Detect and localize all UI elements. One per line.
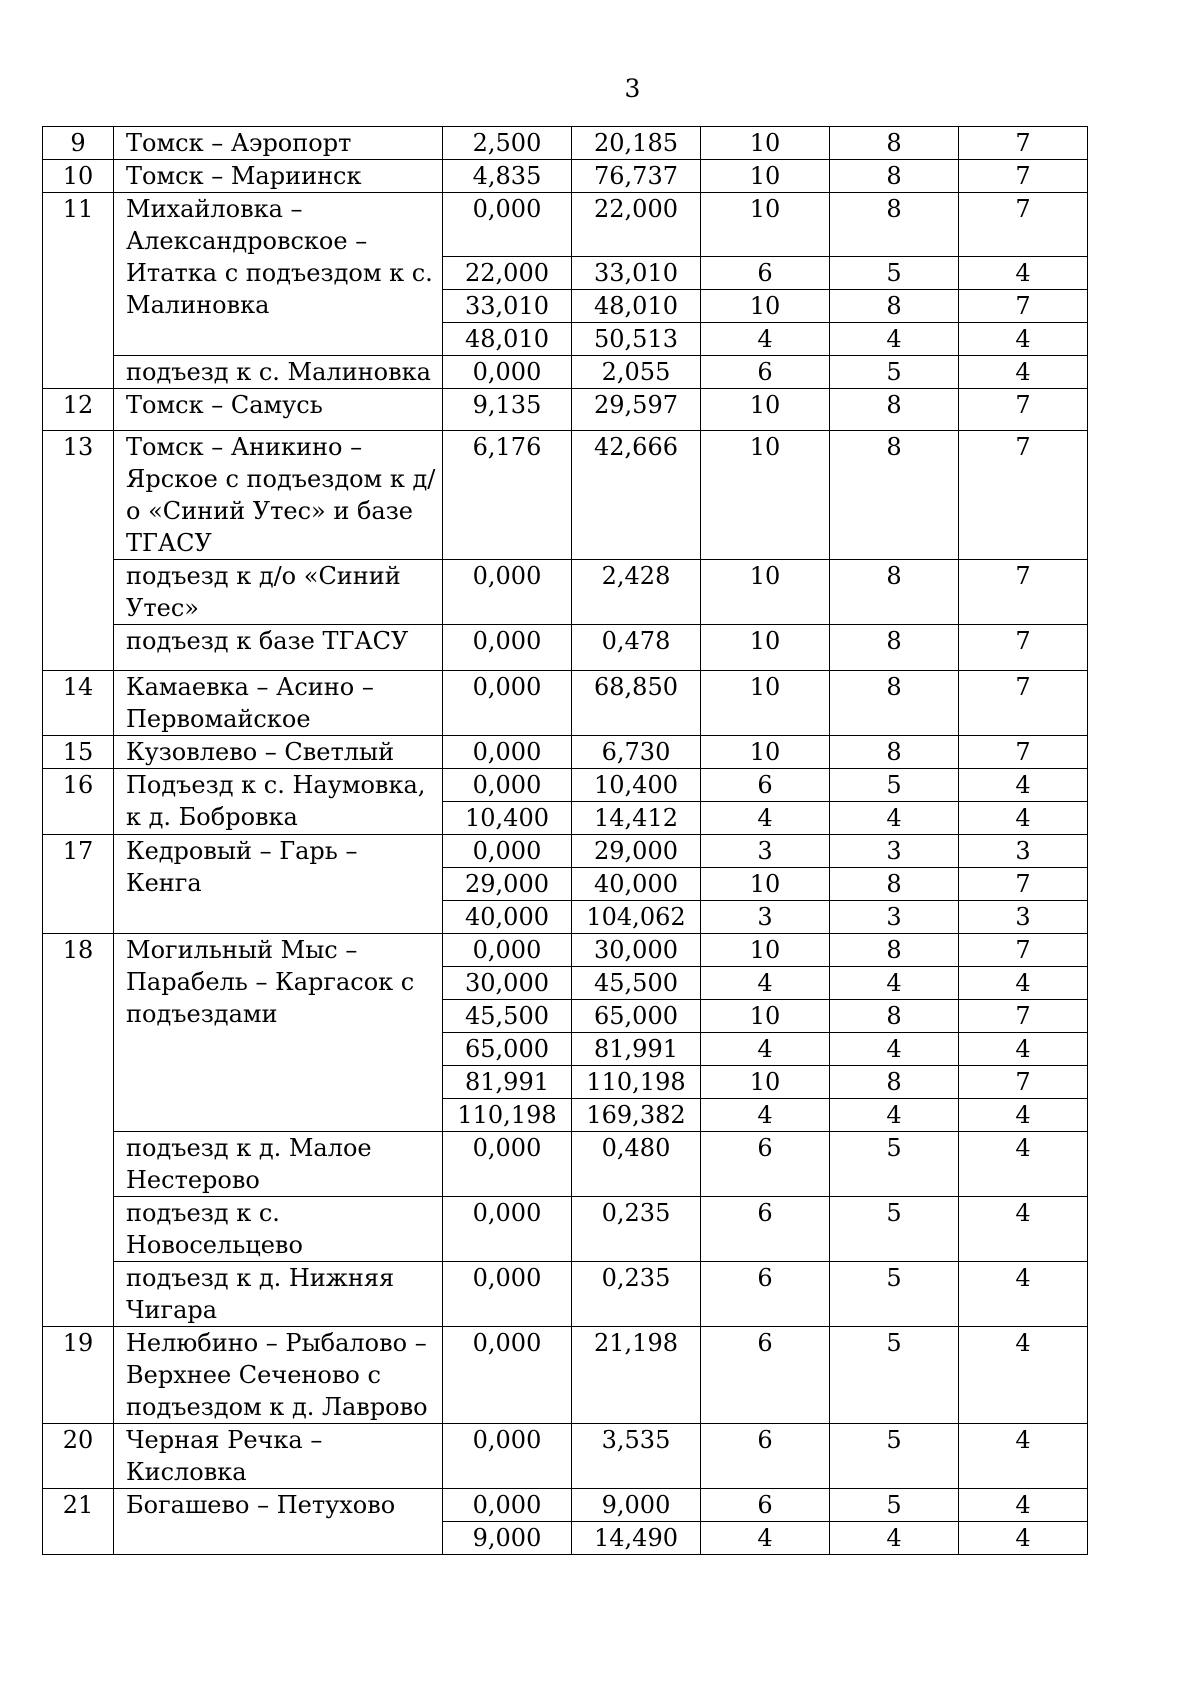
value-col-2: 8: [830, 868, 959, 901]
road-name: подъезд к с. Малиновка: [114, 356, 443, 389]
value-col-3: 4: [959, 257, 1088, 290]
table-row: [43, 127, 1088, 160]
road-name: Томск – Самусь: [114, 389, 443, 431]
row-number: 19: [43, 1327, 114, 1424]
row-number: 11: [43, 193, 114, 389]
value-col-2: 8: [830, 160, 959, 193]
road-name: Подъезд к с. Наумовка, к д. Бобровка: [114, 769, 443, 835]
value-col-3: 7: [959, 671, 1088, 736]
road-name: Нелюбино – Рыбалово – Верхнее Сеченово с подъездом к д. Лаврово: [114, 1327, 443, 1424]
value-col-2: 8: [830, 1000, 959, 1033]
table-row: [43, 160, 1088, 193]
km-start: 2,500: [443, 127, 572, 160]
value-col-1: 6: [701, 1327, 830, 1424]
km-start: 81,991: [443, 1066, 572, 1099]
table-row: [43, 389, 1088, 431]
row-number: 14: [43, 671, 114, 736]
km-start: 0,000: [443, 625, 572, 671]
value-col-2: 5: [830, 257, 959, 290]
value-col-3: 4: [959, 769, 1088, 802]
value-col-2: 8: [830, 193, 959, 257]
value-col-3: 7: [959, 736, 1088, 769]
road-name: Богашево – Петухово: [114, 1489, 443, 1555]
value-col-3: 3: [959, 835, 1088, 868]
value-col-3: 7: [959, 868, 1088, 901]
value-col-1: 10: [701, 1066, 830, 1099]
value-col-1: 4: [701, 967, 830, 1000]
value-col-2: 5: [830, 1262, 959, 1327]
value-col-3: 4: [959, 1522, 1088, 1555]
value-col-1: 10: [701, 868, 830, 901]
value-col-1: 10: [701, 1000, 830, 1033]
table-row: [43, 1327, 1088, 1424]
row-number: 18: [43, 934, 114, 1327]
value-col-1: 10: [701, 934, 830, 967]
value-col-1: 10: [701, 290, 830, 323]
km-end: 68,850: [572, 671, 701, 736]
km-start: 30,000: [443, 967, 572, 1000]
km-end: 0,235: [572, 1197, 701, 1262]
row-number: 15: [43, 736, 114, 769]
value-col-1: 10: [701, 389, 830, 431]
value-col-2: 4: [830, 1033, 959, 1066]
table-row: [43, 560, 1088, 625]
value-col-2: 8: [830, 290, 959, 323]
value-col-3: 4: [959, 1197, 1088, 1262]
value-col-1: 4: [701, 802, 830, 835]
value-col-2: 5: [830, 1132, 959, 1197]
value-col-2: 4: [830, 1099, 959, 1132]
road-name: Черная Речка – Кисловка: [114, 1424, 443, 1489]
value-col-3: 4: [959, 1327, 1088, 1424]
value-col-1: 10: [701, 160, 830, 193]
km-start: 9,135: [443, 389, 572, 431]
table-row: [43, 769, 1088, 802]
km-end: 20,185: [572, 127, 701, 160]
km-end: 29,597: [572, 389, 701, 431]
km-start: 0,000: [443, 193, 572, 257]
value-col-1: 3: [701, 901, 830, 934]
row-number: 9: [43, 127, 114, 160]
value-col-2: 8: [830, 625, 959, 671]
value-col-2: 8: [830, 736, 959, 769]
value-col-3: 7: [959, 1066, 1088, 1099]
value-col-1: 10: [701, 560, 830, 625]
value-col-3: 7: [959, 560, 1088, 625]
value-col-1: 6: [701, 769, 830, 802]
km-end: 76,737: [572, 160, 701, 193]
value-col-2: 8: [830, 1066, 959, 1099]
road-name: подъезд к базе ТГАСУ: [114, 625, 443, 671]
km-end: 110,198: [572, 1066, 701, 1099]
km-start: 0,000: [443, 769, 572, 802]
km-start: 0,000: [443, 1132, 572, 1197]
value-col-1: 10: [701, 736, 830, 769]
table-row: [43, 835, 1088, 868]
table-row: [43, 934, 1088, 967]
km-start: 110,198: [443, 1099, 572, 1132]
value-col-2: 8: [830, 560, 959, 625]
value-col-2: 8: [830, 127, 959, 160]
row-number: 10: [43, 160, 114, 193]
value-col-3: 7: [959, 431, 1088, 560]
value-col-2: 8: [830, 671, 959, 736]
road-name: Томск – Мариинск: [114, 160, 443, 193]
value-col-3: 7: [959, 1000, 1088, 1033]
km-start: 0,000: [443, 1489, 572, 1522]
km-start: 0,000: [443, 1197, 572, 1262]
km-start: 9,000: [443, 1522, 572, 1555]
value-col-2: 8: [830, 431, 959, 560]
value-col-2: 5: [830, 1424, 959, 1489]
table-row: [43, 1489, 1088, 1522]
km-start: 65,000: [443, 1033, 572, 1066]
value-col-2: 5: [830, 1489, 959, 1522]
km-end: 29,000: [572, 835, 701, 868]
value-col-1: 4: [701, 323, 830, 356]
value-col-3: 7: [959, 127, 1088, 160]
value-col-1: 4: [701, 1033, 830, 1066]
value-col-1: 6: [701, 1132, 830, 1197]
table-row: [43, 671, 1088, 736]
value-col-2: 5: [830, 1327, 959, 1424]
value-col-3: 7: [959, 290, 1088, 323]
km-end: 104,062: [572, 901, 701, 934]
km-start: 48,010: [443, 323, 572, 356]
table-row: [43, 1424, 1088, 1489]
row-number: 20: [43, 1424, 114, 1489]
value-col-1: 6: [701, 257, 830, 290]
value-col-3: 4: [959, 1262, 1088, 1327]
km-end: 0,478: [572, 625, 701, 671]
value-col-1: 6: [701, 356, 830, 389]
table-row: [43, 431, 1088, 560]
row-number: 13: [43, 431, 114, 671]
km-end: 3,535: [572, 1424, 701, 1489]
value-col-2: 5: [830, 1197, 959, 1262]
value-col-1: 6: [701, 1197, 830, 1262]
value-col-3: 4: [959, 1099, 1088, 1132]
page-number: 3: [624, 74, 641, 103]
value-col-3: 4: [959, 1489, 1088, 1522]
value-col-1: 10: [701, 431, 830, 560]
value-col-2: 5: [830, 356, 959, 389]
value-col-3: 7: [959, 160, 1088, 193]
km-end: 30,000: [572, 934, 701, 967]
km-end: 50,513: [572, 323, 701, 356]
value-col-1: 4: [701, 1099, 830, 1132]
road-name: Кедровый – Гарь – Кенга: [114, 835, 443, 934]
km-start: 0,000: [443, 1424, 572, 1489]
km-end: 42,666: [572, 431, 701, 560]
km-end: 6,730: [572, 736, 701, 769]
road-name: Кузовлево – Светлый: [114, 736, 443, 769]
value-col-3: 4: [959, 356, 1088, 389]
km-start: 0,000: [443, 560, 572, 625]
km-start: 45,500: [443, 1000, 572, 1033]
value-col-1: 6: [701, 1262, 830, 1327]
value-col-2: 4: [830, 967, 959, 1000]
road-name: подъезд к д. Нижняя Чигара: [114, 1262, 443, 1327]
row-number: 17: [43, 835, 114, 934]
row-number: 16: [43, 769, 114, 835]
km-end: 0,235: [572, 1262, 701, 1327]
km-end: 10,400: [572, 769, 701, 802]
value-col-1: 6: [701, 1489, 830, 1522]
km-end: 169,382: [572, 1099, 701, 1132]
km-end: 21,198: [572, 1327, 701, 1424]
value-col-1: 6: [701, 1424, 830, 1489]
km-start: 40,000: [443, 901, 572, 934]
km-start: 6,176: [443, 431, 572, 560]
km-end: 2,428: [572, 560, 701, 625]
row-number: 12: [43, 389, 114, 431]
km-end: 9,000: [572, 1489, 701, 1522]
km-end: 81,991: [572, 1033, 701, 1066]
value-col-1: 10: [701, 193, 830, 257]
value-col-2: 8: [830, 934, 959, 967]
value-col-3: 3: [959, 901, 1088, 934]
value-col-3: 7: [959, 934, 1088, 967]
road-name: Камаевка – Асино – Первомайское: [114, 671, 443, 736]
km-start: 0,000: [443, 736, 572, 769]
roads-table: [42, 126, 1088, 1555]
km-start: 0,000: [443, 671, 572, 736]
value-col-3: 4: [959, 1132, 1088, 1197]
km-start: 0,000: [443, 1327, 572, 1424]
km-start: 4,835: [443, 160, 572, 193]
value-col-1: 10: [701, 625, 830, 671]
km-start: 0,000: [443, 356, 572, 389]
value-col-3: 4: [959, 802, 1088, 835]
km-end: 22,000: [572, 193, 701, 257]
road-name: подъезд к д. Малое Нестерово: [114, 1132, 443, 1197]
road-name: Михайловка – Александровское – Итатка с подъездом к с. Малиновка: [114, 193, 443, 356]
value-col-2: 5: [830, 769, 959, 802]
value-col-1: 3: [701, 835, 830, 868]
km-start: 22,000: [443, 257, 572, 290]
value-col-3: 4: [959, 1424, 1088, 1489]
value-col-2: 4: [830, 802, 959, 835]
value-col-2: 4: [830, 323, 959, 356]
road-name: Могильный Мыс – Парабель – Каргасок с подъездами: [114, 934, 443, 1132]
km-end: 14,412: [572, 802, 701, 835]
road-name: подъезд к с. Новосельцево: [114, 1197, 443, 1262]
value-col-1: 10: [701, 671, 830, 736]
table-row: [43, 193, 1088, 257]
km-start: 29,000: [443, 868, 572, 901]
km-start: 0,000: [443, 835, 572, 868]
road-name: подъезд к д/о «Синий Утес»: [114, 560, 443, 625]
km-end: 40,000: [572, 868, 701, 901]
value-col-2: 3: [830, 901, 959, 934]
table-row: [43, 1197, 1088, 1262]
value-col-3: 4: [959, 1033, 1088, 1066]
value-col-3: 7: [959, 193, 1088, 257]
km-end: 2,055: [572, 356, 701, 389]
value-col-2: 8: [830, 389, 959, 431]
value-col-3: 4: [959, 323, 1088, 356]
value-col-1: 4: [701, 1522, 830, 1555]
table-row: [43, 1262, 1088, 1327]
km-end: 45,500: [572, 967, 701, 1000]
km-end: 14,490: [572, 1522, 701, 1555]
table-row: [43, 356, 1088, 389]
km-start: 0,000: [443, 1262, 572, 1327]
table-row: [43, 625, 1088, 671]
table-row: [43, 736, 1088, 769]
table-row: [43, 1132, 1088, 1197]
km-start: 10,400: [443, 802, 572, 835]
km-start: 0,000: [443, 934, 572, 967]
km-end: 48,010: [572, 290, 701, 323]
km-end: 65,000: [572, 1000, 701, 1033]
road-name: Томск – Аэропорт: [114, 127, 443, 160]
value-col-1: 10: [701, 127, 830, 160]
road-name: Томск – Аникино – Ярское с подъездом к д/о «Синий Утес» и базе ТГАСУ: [114, 431, 443, 560]
row-number: 21: [43, 1489, 114, 1555]
value-col-3: 7: [959, 625, 1088, 671]
value-col-3: 4: [959, 967, 1088, 1000]
value-col-3: 7: [959, 389, 1088, 431]
value-col-2: 4: [830, 1522, 959, 1555]
value-col-2: 3: [830, 835, 959, 868]
km-end: 0,480: [572, 1132, 701, 1197]
km-end: 33,010: [572, 257, 701, 290]
km-start: 33,010: [443, 290, 572, 323]
